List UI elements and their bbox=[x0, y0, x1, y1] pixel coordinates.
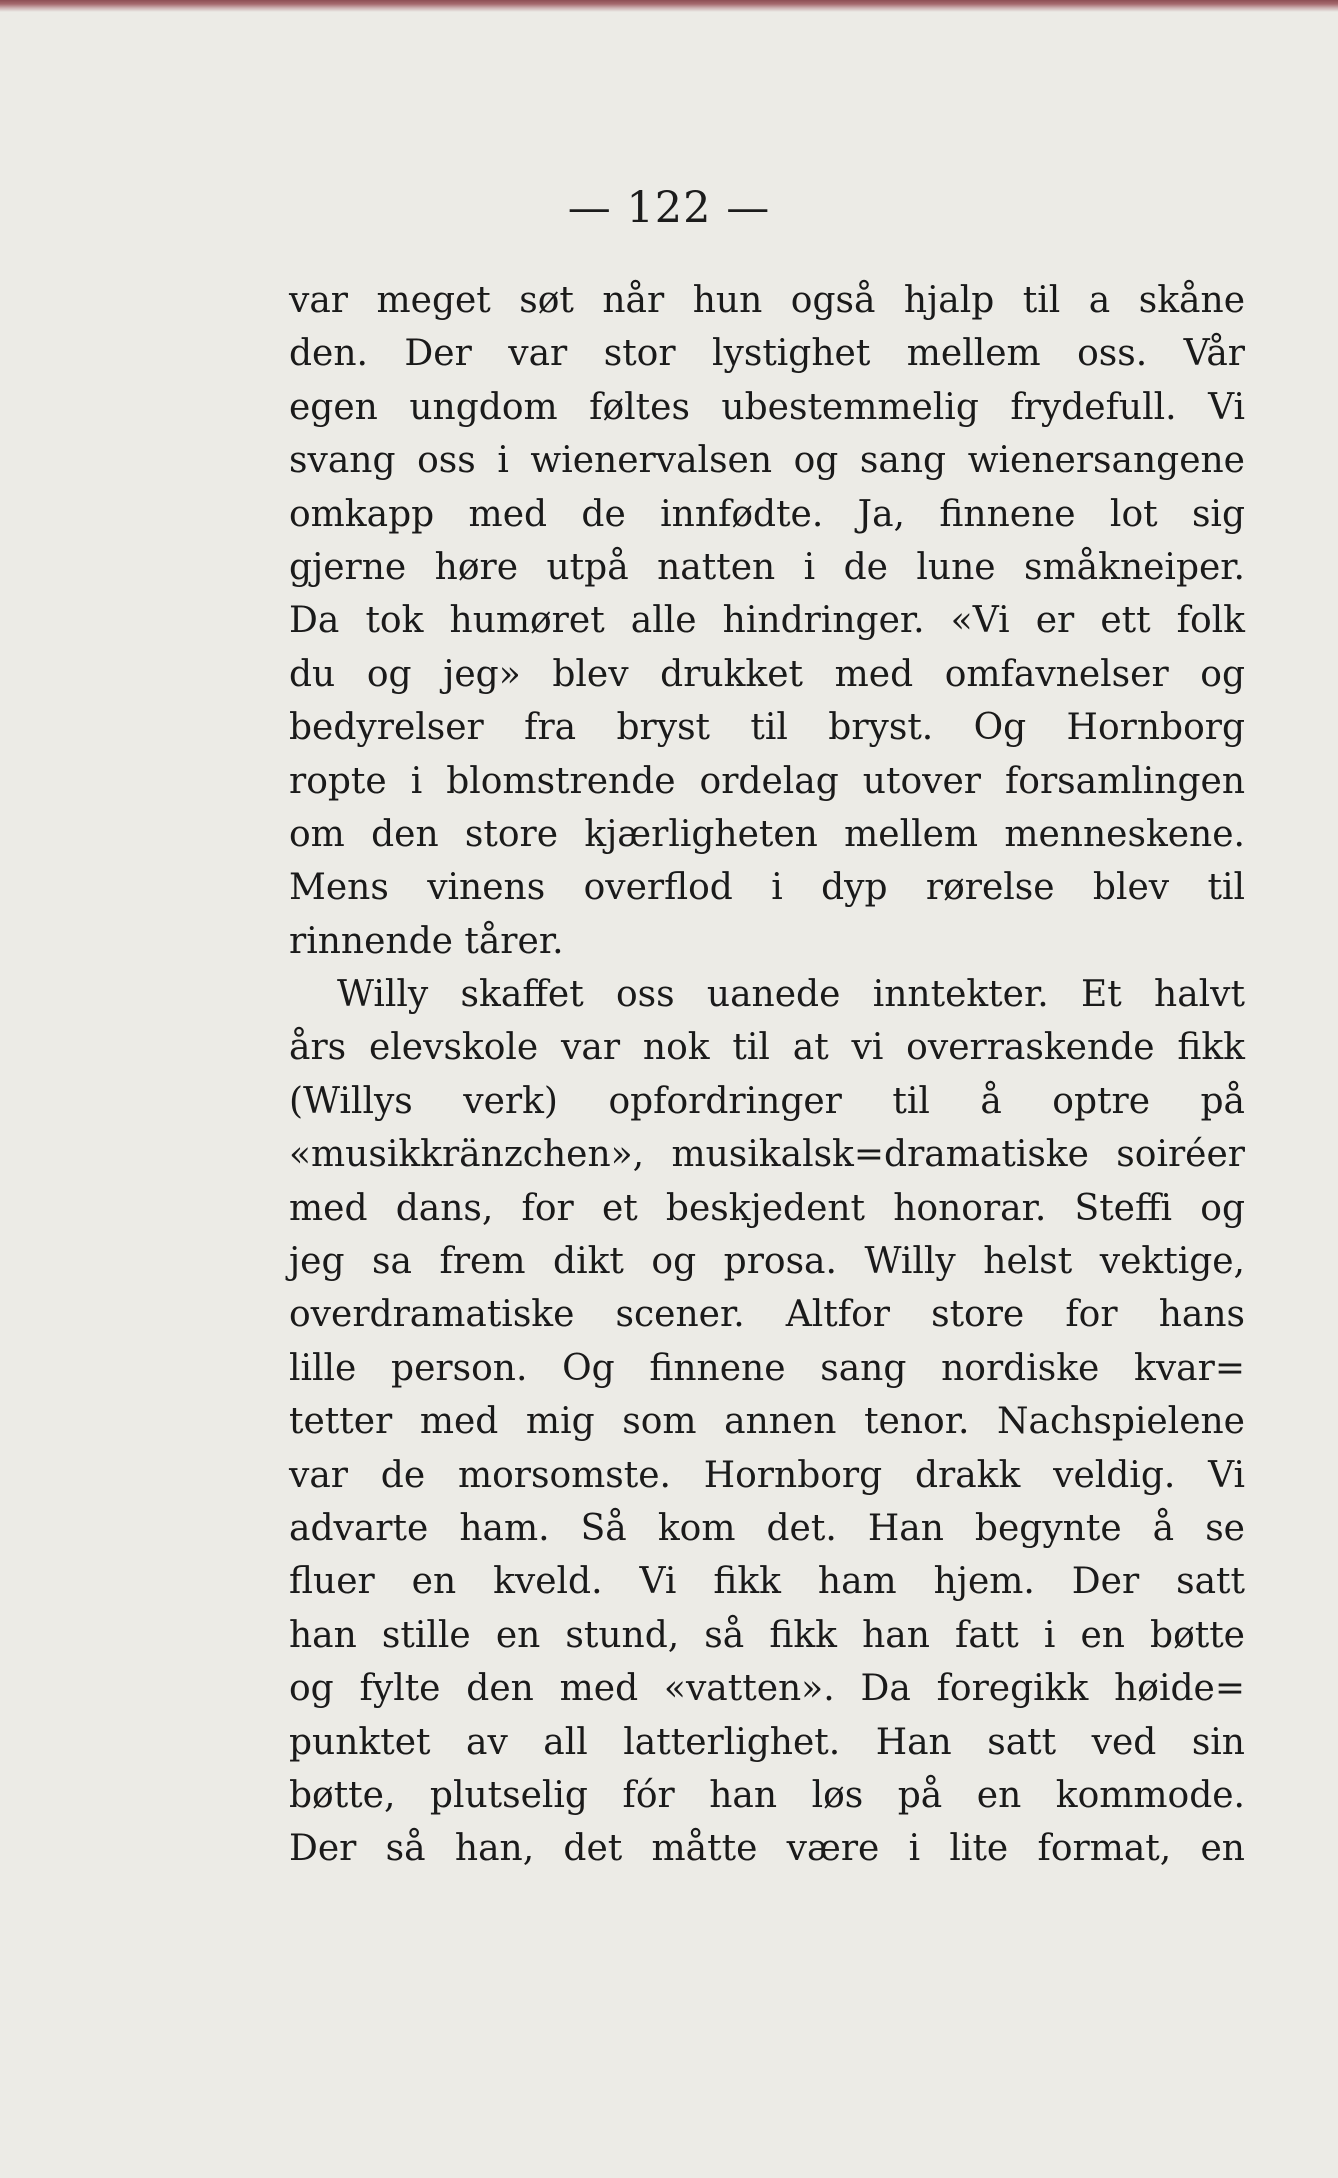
text-line: egen ungdom føltes ubestemmelig frydefull. Vi bbox=[289, 386, 1245, 428]
text-line: du og jeg» blev drukket med omfavnelser og bbox=[289, 653, 1245, 695]
text-line: om den store kjærligheten mellem menneskene. bbox=[289, 813, 1245, 855]
text-line: Da tok humøret alle hindringer. «Vi er ett folk bbox=[289, 600, 1245, 642]
body-text bbox=[289, 274, 1245, 1876]
text-line: års elevskole var nok til at vi overraskende fikk bbox=[289, 1027, 1245, 1069]
text-line: var de morsomste. Hornborg drakk veldig. Vi bbox=[289, 1454, 1245, 1496]
text-line: lille person. Og finnene sang nordiske kvar= bbox=[289, 1347, 1245, 1389]
text-line: han stille en stund, så fikk han fatt i en bøtte bbox=[289, 1614, 1245, 1656]
text-line: svang oss i wienervalsen og sang wienersangene bbox=[289, 440, 1245, 482]
text-line: bøtte, plutselig fór han løs på en kommode. bbox=[289, 1774, 1245, 1816]
text-line: tetter med mig som annen tenor. Nachspielene bbox=[289, 1401, 1245, 1443]
text-line: ropte i blomstrende ordelag utover forsamlingen bbox=[289, 760, 1245, 802]
text-line: fluer en kveld. Vi fikk ham hjem. Der satt bbox=[289, 1561, 1245, 1603]
text-line: jeg sa frem dikt og prosa. Willy helst vektige, bbox=[289, 1241, 1245, 1283]
text-line: omkapp med de innfødte. Ja, finnene lot sig bbox=[289, 493, 1245, 535]
paragraph-end-line: rinnende tårer. bbox=[289, 920, 564, 962]
text-line: gjerne høre utpå natten i de lune småkneiper. bbox=[289, 546, 1245, 588]
text-line: bedyrelser fra bryst til bryst. Og Hornborg bbox=[289, 707, 1245, 749]
text-line: «musikkränzchen», musikalsk=dramatiske soiréer bbox=[289, 1134, 1245, 1176]
text-line: og fylte den med «vatten». Da foregikk høide= bbox=[289, 1668, 1245, 1710]
page-top-edge bbox=[0, 0, 1338, 12]
text-line: punktet av all latterlighet. Han satt ved sin bbox=[289, 1721, 1245, 1763]
text-line: den. Der var stor lystighet mellem oss. Vår bbox=[289, 333, 1245, 375]
text-line: (Willys verk) opfordringer til å optre på bbox=[289, 1080, 1245, 1122]
text-line: Der så han, det måtte være i lite format, en bbox=[289, 1828, 1245, 1870]
text-line: overdramatiske scener. Altfor store for hans bbox=[289, 1294, 1245, 1336]
text-line: advarte ham. Så kom det. Han begynte å se bbox=[289, 1507, 1245, 1549]
paragraph-start-line: Willy skaffet oss uanede inntekter. Et halvt bbox=[337, 974, 1245, 1016]
text-line: med dans, for et beskjedent honorar. Steffi og bbox=[289, 1187, 1245, 1229]
text-line: Mens vinens overflod i dyp rørelse blev til bbox=[289, 867, 1245, 909]
page-number: — 122 — bbox=[567, 183, 771, 233]
text-line: var meget søt når hun også hjalp til a skåne bbox=[289, 280, 1245, 321]
